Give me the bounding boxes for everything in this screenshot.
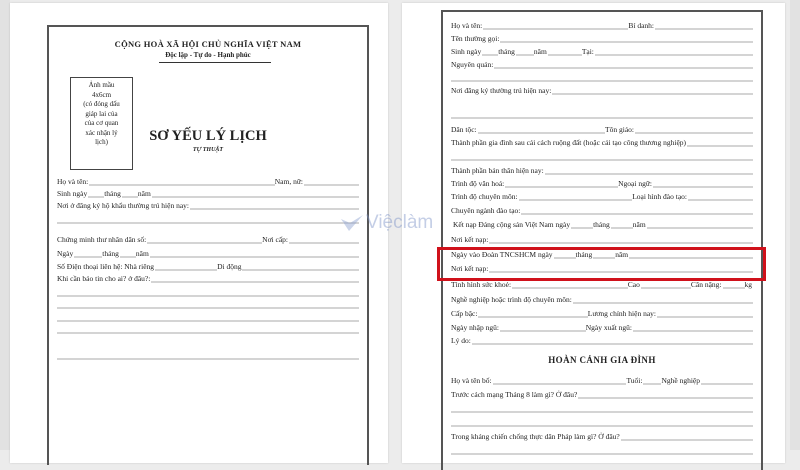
document-title: SƠ YẾU LÝ LỊCH — [149, 128, 267, 144]
label: Ngày nhập ngũ: — [451, 323, 499, 332]
field-professional-level[interactable] — [451, 191, 753, 203]
field-party-admission[interactable] — [451, 219, 753, 231]
field-occupation[interactable] — [451, 294, 753, 306]
label: Lý do: — [451, 336, 471, 345]
fill-dots — [451, 78, 753, 82]
label: năm — [533, 47, 547, 56]
page-border — [47, 25, 369, 465]
label: Tại: — [581, 47, 594, 56]
fill-dots — [289, 240, 359, 244]
field-major[interactable] — [451, 205, 753, 217]
label: Cao — [627, 280, 640, 289]
fill-dots — [647, 225, 753, 229]
field-resistance-war[interactable] — [451, 431, 753, 443]
label: Lương chính hiện nay: — [587, 309, 656, 318]
label: Nam, nữ: — [274, 177, 303, 186]
fill-dots — [88, 194, 104, 198]
document-subtitle: TỰ THUẬT — [192, 147, 224, 153]
label: Họ và tên: — [451, 21, 483, 30]
field-blank-line[interactable] — [451, 403, 753, 415]
field-before-revolution[interactable] — [451, 389, 753, 401]
field-residence[interactable] — [57, 200, 359, 212]
national-title: CỘNG HOÀ XÃ HỘI CHỦ NGHĨA VIỆT NAM — [114, 39, 302, 49]
photo-placeholder-box — [70, 77, 133, 170]
fill-dots — [120, 254, 136, 258]
fill-dots — [500, 39, 753, 43]
label: Chứng minh thư nhân dân số: — [57, 235, 147, 244]
fill-dots — [190, 206, 359, 210]
field-id-number[interactable] — [57, 234, 359, 246]
fill-dots — [57, 293, 359, 297]
field-blank-line[interactable] — [57, 287, 359, 299]
fill-dots — [304, 182, 359, 186]
label: Ngoại ngữ: — [618, 179, 652, 188]
label: Ngày vào Đoàn TNCSHCM ngày — [451, 250, 553, 259]
label: Cấp bậc: — [451, 309, 478, 318]
fill-dots — [489, 240, 753, 244]
label: Nghề nghiệp — [661, 376, 700, 385]
fill-dots — [478, 314, 587, 318]
label: Thành phần gia đình sau cải cách ruộng đất (hoặc cải tạo công thương nghiệp) — [451, 138, 687, 147]
label: Nơi ở đăng ký hộ khẩu thường trú hiện nay: — [57, 201, 189, 210]
field-phone[interactable] — [57, 261, 359, 273]
right-gutter — [790, 0, 800, 450]
photo-text-line: (có đóng dấu — [83, 100, 120, 108]
left-gutter — [0, 0, 10, 450]
label: Nơi kết nạp: — [451, 235, 489, 244]
label: Số Điện thoại liên hệ: Nhà riêng — [57, 262, 155, 271]
page-border — [441, 10, 763, 470]
fill-dots — [611, 225, 633, 229]
fill-dots — [552, 91, 753, 95]
label: tháng — [593, 220, 610, 229]
national-motto: Độc lập - Tự do - Hạnh phúc — [165, 51, 251, 59]
fill-dots — [122, 194, 138, 198]
fill-dots — [545, 171, 753, 175]
highlight-box-youth-union — [437, 247, 766, 281]
field-full-name[interactable] — [57, 176, 359, 188]
fill-dots — [548, 52, 582, 56]
field-family-class[interactable] — [451, 137, 753, 149]
fill-dots — [578, 395, 753, 399]
field-father-name[interactable] — [451, 375, 753, 387]
label: Sinh ngày — [57, 189, 88, 198]
watermark-text: Việclàm — [366, 212, 434, 233]
fill-dots — [701, 381, 753, 385]
photo-text-line: giáp lai của — [85, 109, 118, 118]
field-registered-residence[interactable] — [451, 85, 753, 97]
fill-dots — [653, 184, 753, 188]
label: tháng — [498, 47, 515, 56]
field-blank-line[interactable] — [57, 214, 359, 226]
label: năm — [615, 250, 629, 259]
fill-dots — [635, 130, 753, 134]
label: Tuổi: — [626, 376, 643, 385]
label: Cân nặng: — [690, 280, 722, 289]
field-blank-line[interactable] — [57, 350, 359, 362]
field-blank-line[interactable] — [57, 299, 359, 311]
fill-dots — [151, 279, 359, 283]
label: Trong kháng chiến chống thực dân Pháp làm gì? Ở đâu? — [451, 432, 620, 441]
label: Thành phần bản thân hiện nay: — [451, 166, 544, 175]
label: kg — [744, 280, 752, 289]
field-party-place[interactable] — [451, 234, 753, 246]
photo-text-line: xác nhận lý — [85, 128, 118, 137]
photo-text-line: của cơ quan — [84, 119, 119, 127]
fill-dots — [621, 437, 753, 441]
fill-dots — [688, 197, 753, 201]
fill-dots — [655, 26, 753, 30]
field-emergency-contact[interactable] — [57, 273, 359, 285]
fill-dots — [643, 381, 661, 385]
fill-dots — [633, 328, 753, 332]
fill-dots — [478, 130, 605, 134]
section-title-family: HOÀN CẢNH GIA ĐÌNH — [548, 355, 656, 365]
fill-dots — [573, 300, 753, 304]
field-birth-date[interactable] — [57, 188, 359, 200]
label: Trình độ văn hoá: — [451, 179, 505, 188]
label: Trình độ chuyên môn: — [451, 192, 518, 201]
fill-dots — [512, 285, 628, 289]
label: Nghề nghiệp hoặc trình độ chuyên môn: — [451, 295, 572, 304]
fill-dots — [147, 240, 262, 244]
label: Họ và tên bố: — [451, 376, 492, 385]
fill-dots — [516, 52, 534, 56]
field-rank-salary[interactable] — [451, 308, 753, 320]
fill-dots — [451, 115, 753, 119]
fill-dots — [57, 318, 359, 322]
label: tháng — [575, 250, 593, 259]
label: Tên thường gọi: — [451, 34, 500, 43]
fill-dots — [723, 285, 745, 289]
field-ethnicity-religion[interactable] — [451, 124, 753, 136]
fill-dots — [505, 184, 618, 188]
field-birth-date[interactable] — [451, 46, 753, 58]
field-id-date[interactable] — [57, 248, 359, 260]
label: tháng — [102, 249, 119, 258]
label: Tình hình sức khoẻ: — [451, 280, 512, 289]
label: Bí danh: — [628, 21, 654, 30]
fill-dots — [74, 254, 102, 258]
label: tháng — [104, 189, 121, 198]
fill-dots — [57, 330, 359, 334]
field-blank-line[interactable] — [451, 72, 753, 84]
field-military-dates[interactable] — [451, 322, 753, 334]
fill-dots — [500, 328, 586, 332]
label: Ngày — [57, 249, 74, 258]
field-blank-line[interactable] — [451, 417, 753, 429]
fill-dots — [657, 314, 753, 318]
fill-dots — [483, 26, 628, 30]
fill-dots — [641, 285, 691, 289]
fill-dots — [494, 65, 753, 69]
label: Kết nạp Đảng cộng sản Việt Nam ngày — [453, 220, 571, 229]
label: Họ và tên: — [57, 177, 89, 186]
fill-dots — [451, 409, 753, 413]
label: Trước cách mạng Tháng 8 làm gì? Ở đâu? — [451, 390, 578, 399]
fill-dots — [150, 254, 359, 258]
fill-dots — [521, 211, 753, 215]
fill-dots — [687, 143, 753, 147]
fill-dots — [57, 305, 359, 309]
label: Nơi đăng ký thường trú hiện nay: — [451, 86, 552, 95]
fill-dots — [451, 451, 753, 455]
document-page-2 — [402, 3, 785, 463]
photo-text-line: lịch) — [95, 138, 108, 146]
photo-text-line: Ảnh mầu — [88, 81, 115, 89]
label: Sinh ngày — [451, 47, 482, 56]
fill-dots — [152, 194, 359, 198]
fill-dots — [57, 220, 359, 224]
fill-dots — [57, 356, 359, 360]
fill-dots — [242, 267, 359, 271]
label: Loại hình đào tạo: — [632, 192, 687, 201]
label: Chuyên ngành đào tạo: — [451, 206, 521, 215]
fill-dots — [89, 182, 275, 186]
document-page-1 — [10, 3, 388, 463]
fill-dots — [451, 157, 753, 161]
label: Dân tộc: — [451, 125, 477, 134]
label: năm — [137, 189, 151, 198]
label: Khi cần báo tin cho ai? ở đâu?: — [57, 274, 151, 283]
label: Tôn giáo: — [605, 125, 634, 134]
field-full-name[interactable] — [451, 20, 753, 32]
label: Di động — [217, 262, 242, 271]
field-blank-line[interactable] — [451, 151, 753, 163]
field-blank-line[interactable] — [451, 109, 753, 121]
field-common-name[interactable] — [451, 33, 753, 45]
label: Ngày xuất ngũ: — [585, 323, 632, 332]
field-blank-line[interactable] — [57, 324, 359, 336]
field-hometown[interactable] — [451, 59, 753, 71]
fill-dots — [482, 52, 498, 56]
fill-dots — [519, 197, 633, 201]
label: Nguyên quán: — [451, 60, 494, 69]
fill-dots — [155, 267, 217, 271]
field-reason[interactable] — [451, 335, 753, 347]
field-education[interactable] — [451, 178, 753, 190]
label: Nơi kết nạp: — [451, 264, 489, 273]
field-blank-line[interactable] — [451, 445, 753, 457]
fill-dots — [451, 423, 753, 427]
fill-dots — [472, 341, 753, 345]
fill-dots — [595, 52, 753, 56]
field-blank-line[interactable] — [57, 312, 359, 324]
fill-dots — [571, 225, 593, 229]
fill-dots — [493, 381, 627, 385]
label: Nơi cấp: — [262, 235, 288, 244]
field-personal-class[interactable] — [451, 165, 753, 177]
label: năm — [135, 249, 149, 258]
motto-underline — [159, 62, 271, 63]
label: năm — [632, 220, 646, 229]
photo-text-line: 4x6cm — [91, 90, 112, 99]
